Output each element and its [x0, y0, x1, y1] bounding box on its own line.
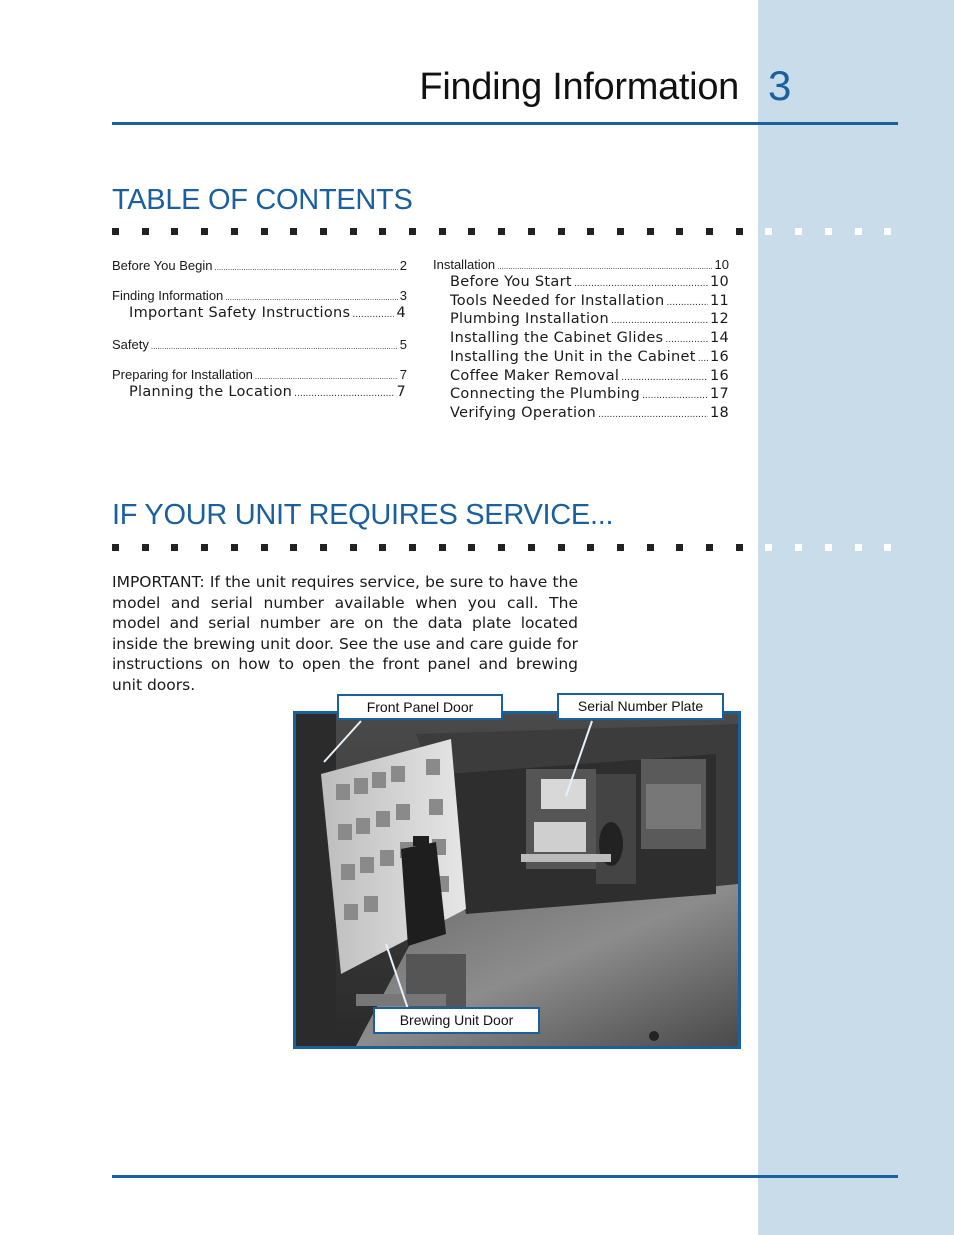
- toc-entry-page: 4: [396, 305, 406, 321]
- toc-entry-label: Planning the Location: [129, 384, 293, 400]
- divider-dot: [528, 544, 535, 551]
- side-band: [758, 0, 954, 1235]
- toc-entry[interactable]: [112, 258, 407, 273]
- divider-dot: [439, 228, 446, 235]
- divider-dot: [558, 228, 565, 235]
- divider-dot: [765, 544, 772, 551]
- toc-dot-divider: [112, 228, 902, 236]
- callout-front-panel-door: Front Panel Door: [337, 694, 503, 720]
- callout-serial-number-plate: Serial Number Plate: [557, 693, 724, 720]
- divider-dot: [617, 228, 624, 235]
- unit-photo: [293, 711, 741, 1049]
- toc-subentry[interactable]: [450, 330, 729, 346]
- divider-dot: [825, 544, 832, 551]
- divider-dot: [498, 544, 505, 551]
- divider-dot: [676, 544, 683, 551]
- divider-dot: [647, 228, 654, 235]
- toc-entry[interactable]: [433, 257, 729, 272]
- toc-subentry[interactable]: [450, 293, 729, 309]
- divider-dot: [261, 544, 268, 551]
- toc-entry-page: 7: [399, 367, 407, 382]
- divider-dot: [468, 544, 475, 551]
- divider-dot: [142, 228, 149, 235]
- toc-entry-page: 5: [399, 337, 407, 352]
- toc-entry-page: 7: [396, 384, 406, 400]
- toc-entry-page: 10: [714, 257, 729, 272]
- header-rule: [112, 122, 898, 125]
- divider-dot: [231, 544, 238, 551]
- unit-photo-illustration: [296, 714, 738, 1046]
- toc-entry-label: Installing the Unit in the Cabinet: [450, 349, 696, 365]
- service-dot-divider: [112, 544, 902, 552]
- divider-dot: [350, 544, 357, 551]
- divider-dot: [587, 228, 594, 235]
- divider-dot: [201, 228, 208, 235]
- toc-entry-label: Plumbing Installation: [450, 311, 609, 327]
- toc-entry-page: 16: [709, 349, 729, 365]
- toc-subentry[interactable]: [450, 386, 729, 402]
- toc-subentry[interactable]: [450, 274, 729, 290]
- toc-entry-page: 17: [709, 386, 729, 402]
- toc-entry-label: Coffee Maker Removal: [450, 368, 620, 384]
- toc-entry-label: Verifying Operation: [450, 405, 597, 421]
- divider-dot: [290, 228, 297, 235]
- toc-entry-label: Finding Information: [112, 288, 224, 303]
- toc-entry-page: 11: [709, 293, 729, 309]
- divider-dot: [320, 228, 327, 235]
- footer-rule: [112, 1175, 898, 1178]
- divider-dot: [171, 544, 178, 551]
- divider-dot: [112, 228, 119, 235]
- toc-entry-label: Before You Begin: [112, 258, 213, 273]
- page-number: 3: [768, 62, 792, 109]
- toc-entry-page: 16: [709, 368, 729, 384]
- divider-dot: [409, 544, 416, 551]
- toc-entry-label: Tools Needed for Installation: [450, 293, 665, 309]
- divider-dot: [884, 228, 891, 235]
- divider-dot: [765, 228, 772, 235]
- divider-dot: [379, 228, 386, 235]
- toc-subentry[interactable]: [450, 311, 729, 327]
- toc-subentry[interactable]: [129, 384, 406, 400]
- divider-dot: [498, 228, 505, 235]
- toc-entry-label: Before You Start: [450, 274, 572, 290]
- divider-dot: [201, 544, 208, 551]
- toc-entry-page: 3: [399, 288, 407, 303]
- service-body-text: IMPORTANT: If the unit requires service, be sure to have the model and serial number available when you call. The model and serial number are on the data plate located inside the brewing unit door. See the use and care guide for instructions on how to open the front panel and brewing unit doors.: [112, 573, 578, 694]
- divider-dot: [409, 228, 416, 235]
- divider-dot: [320, 544, 327, 551]
- divider-dot: [350, 228, 357, 235]
- service-heading: IF YOUR UNIT REQUIRES SERVICE...: [112, 499, 614, 531]
- toc-subentry[interactable]: [129, 305, 406, 321]
- toc-entry-page: 14: [709, 330, 729, 346]
- toc-entry-label: Important Safety Instructions: [129, 305, 351, 321]
- toc-entry-page: 12: [709, 311, 729, 327]
- toc-entry-label: Safety: [112, 337, 149, 352]
- divider-dot: [884, 544, 891, 551]
- toc-entry-page: 18: [709, 405, 729, 421]
- divider-dot: [825, 228, 832, 235]
- divider-dot: [676, 228, 683, 235]
- divider-dot: [647, 544, 654, 551]
- toc-entry-page: 2: [399, 258, 407, 273]
- toc-subentry[interactable]: [450, 405, 729, 421]
- divider-dot: [171, 228, 178, 235]
- divider-dot: [142, 544, 149, 551]
- toc-entry[interactable]: [112, 337, 407, 352]
- divider-dot: [587, 544, 594, 551]
- toc-subentry[interactable]: [450, 349, 729, 365]
- divider-dot: [558, 544, 565, 551]
- toc-entry-label: Preparing for Installation: [112, 367, 253, 382]
- toc-entry[interactable]: [112, 288, 407, 303]
- toc-entry-page: 10: [709, 274, 729, 290]
- divider-dot: [290, 544, 297, 551]
- toc-subentry[interactable]: [450, 368, 729, 384]
- divider-dot: [468, 228, 475, 235]
- callout-brewing-unit-door: Brewing Unit Door: [373, 1007, 540, 1034]
- divider-dot: [706, 544, 713, 551]
- toc-heading: TABLE OF CONTENTS: [112, 184, 413, 216]
- divider-dot: [439, 544, 446, 551]
- divider-dot: [736, 544, 743, 551]
- divider-dot: [736, 228, 743, 235]
- page-title: Finding Information: [419, 66, 739, 108]
- divider-dot: [231, 228, 238, 235]
- divider-dot: [706, 228, 713, 235]
- toc-entry-label: Installation: [433, 257, 496, 272]
- toc-entry[interactable]: [112, 367, 407, 382]
- divider-dot: [112, 544, 119, 551]
- divider-dot: [528, 228, 535, 235]
- divider-dot: [617, 544, 624, 551]
- divider-dot: [379, 544, 386, 551]
- toc-entry-label: Installing the Cabinet Glides: [450, 330, 664, 346]
- divider-dot: [261, 228, 268, 235]
- divider-dot: [795, 544, 802, 551]
- divider-dot: [795, 228, 802, 235]
- divider-dot: [855, 228, 862, 235]
- toc-entry-label: Connecting the Plumbing: [450, 386, 641, 402]
- divider-dot: [855, 544, 862, 551]
